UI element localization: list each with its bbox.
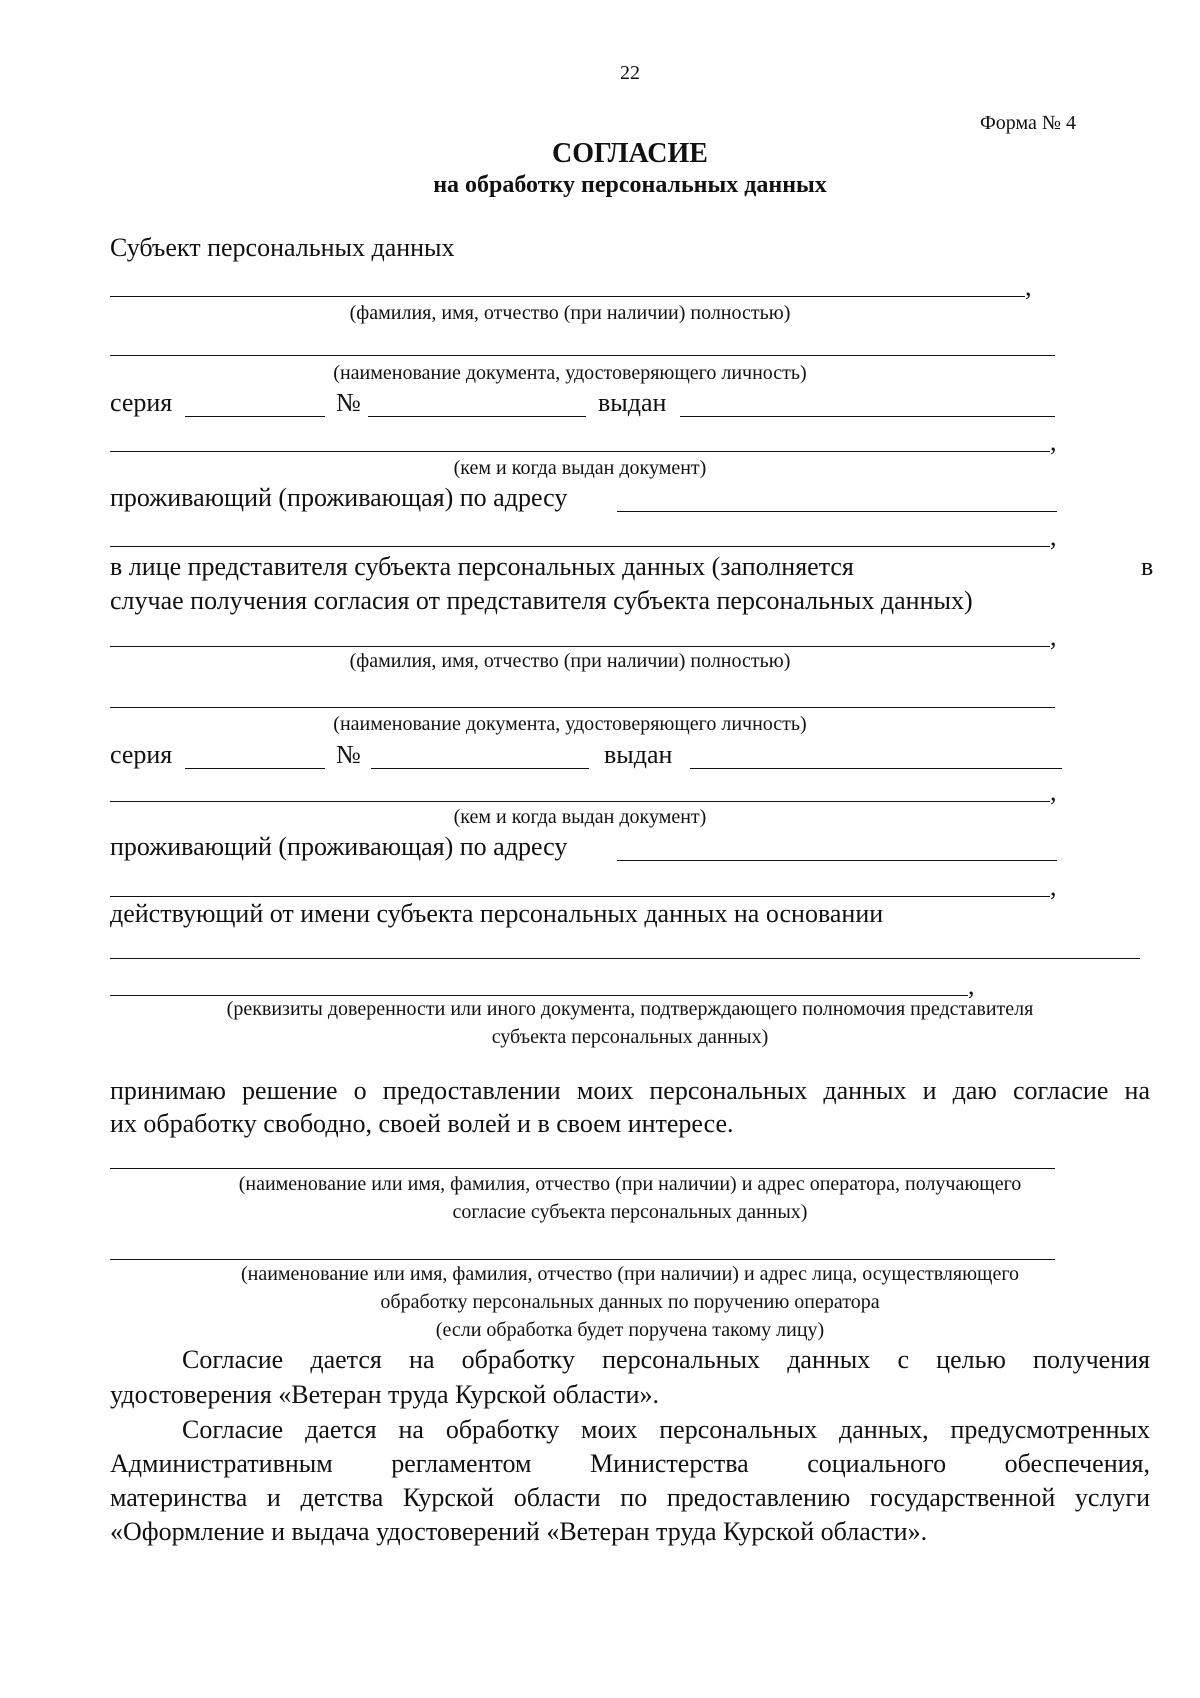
number-label: № (336, 740, 361, 769)
address-field[interactable] (617, 860, 1057, 861)
number-label: № (336, 388, 361, 417)
representative-fio-line[interactable] (110, 646, 1050, 647)
document-hint: (наименование документа, удостоверяющего личность) (333, 713, 807, 735)
form-number-label: Форма № 4 (980, 112, 1076, 134)
series-label: серия (110, 740, 173, 769)
fio-hint: (фамилия, имя, отчество (при наличии) полностью) (349, 650, 791, 672)
subject-fio-line[interactable] (110, 296, 1025, 297)
scope-text-line1: Согласие дается на обработку моих персональных данных, предусмотренных (182, 1415, 1150, 1444)
series-field[interactable] (185, 416, 325, 417)
purpose-text-line2: удостоверения «Ветеран труда Курской области». (110, 1380, 660, 1409)
decision-text-line1: принимаю решение о предоставлении моих персональных данных и даю согласие на (110, 1076, 1150, 1105)
operator-hint-line1: (наименование или имя, фамилия, отчество (при наличии) и адрес оператора, получающего (238, 1173, 1022, 1195)
address-label: проживающий (проживающая) по адресу (110, 483, 568, 512)
representative-text-line1-end: в (1141, 552, 1154, 581)
representative-document-line[interactable] (110, 707, 1055, 708)
issued-field[interactable] (690, 768, 1062, 769)
address-field[interactable] (617, 511, 1057, 512)
power-of-attorney-hint-line2: субъекта персональных данных) (491, 1026, 769, 1048)
address-label: проживающий (проживающая) по адресу (110, 832, 568, 861)
representative-text-line1: в лице представителя субъекта персональных данных (заполняется (110, 552, 854, 581)
authority-line-2[interactable] (110, 995, 968, 996)
issued-by-hint: (кем и когда выдан документ) (453, 457, 707, 479)
subject-document-line[interactable] (110, 355, 1055, 356)
subject-label: Субъект персональных данных (110, 233, 455, 262)
issued-label: выдан (598, 388, 667, 417)
processor-hint-line1: (наименование или имя, фамилия, отчество (при наличии) и адрес лица, осуществляющего (240, 1263, 1020, 1285)
issued-by-line[interactable] (110, 801, 1050, 802)
document-title: СОГЛАСИЕ (552, 138, 708, 169)
issued-by-line[interactable] (110, 451, 1050, 452)
series-field[interactable] (185, 768, 325, 769)
number-field[interactable] (368, 416, 586, 417)
scope-text-line3: материнства и детства Курской области по предоставлению государственной услуги (110, 1483, 1150, 1512)
purpose-text-line1: Согласие дается на обработку персональных данных с целью получения (182, 1345, 1150, 1374)
comma: , (1050, 427, 1057, 456)
acting-label: действующий от имени субъекта персональных данных на основании (110, 899, 884, 928)
address-line-2[interactable] (110, 896, 1050, 897)
scope-text-line2: Административным регламентом Министерства социального обеспечения, (110, 1449, 1150, 1478)
processor-hint-line2: обработку персональных данных по поручению оператора (380, 1291, 880, 1313)
comma: , (1050, 522, 1057, 551)
issued-field[interactable] (680, 416, 1055, 417)
operator-hint-line2: согласие субъекта персональных данных) (452, 1201, 808, 1223)
comma: , (968, 971, 975, 1000)
comma: , (1050, 777, 1057, 806)
operator-line[interactable] (110, 1168, 1055, 1169)
page-number: 22 (620, 62, 640, 84)
address-line-2[interactable] (110, 546, 1050, 547)
comma: , (1025, 272, 1032, 301)
comma: , (1050, 622, 1057, 651)
authority-line-1[interactable] (110, 958, 1140, 959)
series-label: серия (110, 388, 173, 417)
document-subtitle: на обработку персональных данных (433, 172, 827, 198)
issued-by-hint: (кем и когда выдан документ) (453, 806, 707, 828)
representative-text-line2: случае получения согласия от представителя субъекта персональных данных) (110, 586, 973, 615)
decision-text-line2: их обработку свободно, своей волей и в своем интересе. (110, 1109, 734, 1138)
document-hint: (наименование документа, удостоверяющего личность) (333, 362, 807, 384)
fio-hint: (фамилия, имя, отчество (при наличии) полностью) (349, 302, 791, 324)
scope-text-line4: «Оформление и выдача удостоверений «Ветеран труда Курской области». (110, 1517, 928, 1546)
issued-label: выдан (604, 740, 673, 769)
processor-hint-line3: (если обработка будет поручена такому лицу) (435, 1319, 825, 1341)
number-field[interactable] (371, 768, 589, 769)
comma: , (1050, 872, 1057, 901)
power-of-attorney-hint-line1: (реквизиты доверенности или иного документа, подтверждающего полномочия представителя (226, 998, 1034, 1020)
processor-line[interactable] (110, 1259, 1055, 1260)
